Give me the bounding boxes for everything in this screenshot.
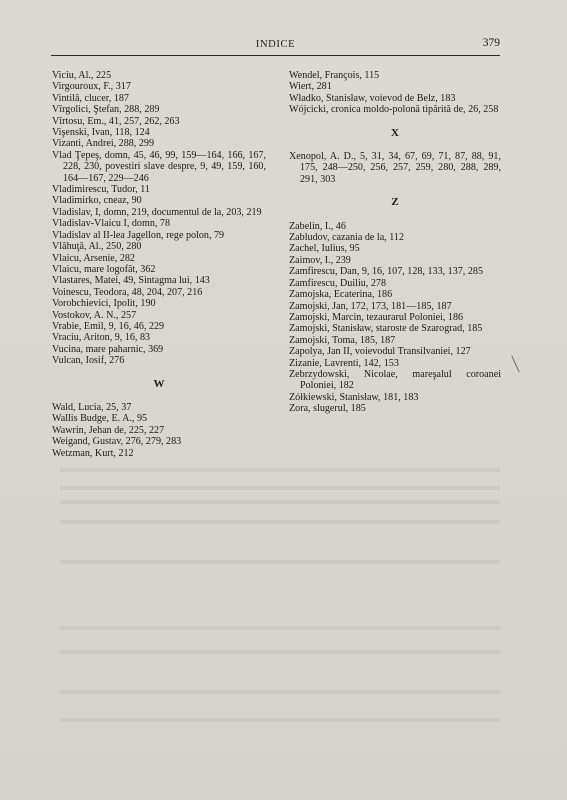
index-entry: Zizanie, Lavrenti, 142, 153 (289, 357, 399, 369)
index-entry: Wetzman, Kurt, 212 (52, 447, 134, 459)
bleed-through-line (60, 650, 500, 654)
index-column-right (289, 70, 501, 415)
index-entry: Zamojski, Toma, 185, 187 (289, 334, 396, 346)
index-entry: Zamfirescu, Dan, 9, 16, 107, 128, 133, 137, 285 (289, 266, 483, 278)
index-entry: Vostokov, A. N., 257 (52, 309, 137, 321)
index-entry: Vintilă, clucer, 187 (52, 92, 129, 104)
index-entry: Virgouroux, F., 317 (52, 81, 131, 93)
index-entry: Zamojska, Ecaterina, 186 (289, 289, 393, 301)
bleed-through-line (60, 520, 500, 524)
index-entry: Vulcan, Iosif, 276 (52, 355, 125, 367)
index-entry: Vizanti, Andrei, 288, 299 (52, 138, 154, 150)
index-entry: Wiert, 281 (289, 81, 332, 93)
index-entry: Zółkiewski, Stanisław, 181, 183 (289, 391, 419, 403)
bleed-through-line (60, 486, 500, 490)
index-entry: Vladimirescu, Tudor, 11 (52, 184, 150, 196)
index-entry: Vladimirko, cneaz, 90 (52, 195, 142, 207)
index-entry: Vişenski, Ivan, 118, 124 (52, 127, 150, 139)
entries-v (52, 70, 266, 367)
index-entry: Zabelin, I., 46 (289, 220, 346, 232)
entries-x (289, 151, 501, 185)
index-entry: Zebrzydowski, Nicolae, mareşalul coroanei Poloniei, 182 (289, 368, 501, 392)
index-entry: Zamfirescu, Duiliu, 278 (289, 277, 386, 289)
index-entry: Vlad Ţepeş, domn, 45, 46, 99, 159—164, 166, 167, 228, 230, povestiri slave despre, 9, 49, 159, 160, 164—167, 229—246 (52, 149, 266, 184)
index-entry: Zamojski, Marcin, tezaurarul Poloniei, 186 (289, 311, 464, 323)
index-entry: Vladislav-Vlaicu I, domn, 78 (52, 218, 171, 230)
index-entry: Wendel, François, 115 (289, 70, 380, 81)
index-entry: Zabludov, cazania de la, 112 (289, 232, 404, 244)
bleed-through-line (60, 718, 500, 722)
entries-z (289, 221, 501, 415)
index-entry: Vîrtosu, Em., 41, 257, 262, 263 (52, 115, 180, 127)
index-entry: Wawrin, Jehan de, 225, 227 (52, 424, 165, 436)
index-entry: Vorobchievici, Ipolit, 190 (52, 298, 156, 310)
index-entry: Weigand, Gustav, 276, 279, 283 (52, 436, 182, 448)
bleed-through-line (60, 468, 500, 472)
index-entry: Viciu, Al., 225 (52, 70, 112, 81)
index-entry: Władko, Stanisław, voievod de Belz, 183 (289, 92, 456, 104)
index-entry: Vraciu, Ariton, 9, 16, 83 (52, 332, 151, 344)
index-entry: Vladislav al II-lea Jagellon, rege polon, 79 (52, 229, 225, 241)
index-entry: Vlastares, Matei, 49, Sintagma lui, 143 (52, 275, 210, 287)
index-entry: Vîrgolici, Ştefan, 288, 289 (52, 104, 160, 116)
header-rule (51, 55, 500, 56)
index-entry: Vlăhuţă, Al., 250, 280 (52, 241, 142, 253)
index-entry: Voinescu, Teodora, 48, 204, 207, 216 (52, 286, 203, 298)
bleed-through-line (60, 690, 500, 694)
index-entry: Vlaicu, mare logofăt, 362 (52, 263, 156, 275)
section-heading-z: Z (391, 196, 399, 209)
index-entry: Zora, slugerul, 185 (289, 403, 366, 415)
index-entry: Zachel, Iulius, 95 (289, 243, 360, 255)
index-column-left (52, 70, 266, 459)
entries-w-continued (289, 70, 501, 116)
index-entry: Zamojski, Jan, 172, 173, 181—185, 187 (289, 300, 452, 312)
bleed-through-line (60, 626, 500, 630)
index-entry: Zaimov, I., 239 (289, 254, 351, 266)
index-entry: Vucina, mare paharnic, 369 (52, 343, 164, 355)
index-entry: Zamojski, Stanisław, staroste de Szarograd, 185 (289, 323, 483, 335)
page-number: 379 (482, 37, 500, 49)
index-entry: Wald, Lucia, 25, 37 (52, 401, 132, 413)
index-entry: Wallis Budge, E. A., 95 (52, 413, 148, 425)
running-title: INDICE (255, 39, 296, 50)
running-header (51, 37, 500, 53)
index-entry: Vlaicu, Arsenie, 282 (52, 252, 135, 264)
index-entry: Zapolya, Jan II, voievodul Transilvaniei, 127 (289, 346, 471, 358)
bleed-through-line (60, 560, 500, 564)
section-heading-x: X (391, 126, 399, 139)
index-entry: Xenopol, A. D., 5, 31, 34, 67, 69, 71, 87, 88, 91, 175, 248—250, 256, 257, 259, 280, 288, 289, 291, 303 (289, 151, 501, 185)
section-heading-w: W (153, 377, 165, 390)
entries-w (52, 402, 266, 459)
index-entry: Vrabie, Emil, 9, 16, 46, 229 (52, 320, 165, 332)
index-entry: Wójcicki, cronica moldo-polonă tipărită de, 26, 258 (289, 104, 499, 116)
bleed-through-line (60, 500, 500, 504)
margin-pencil-mark (511, 356, 520, 373)
index-entry: Vladislav, I, domn, 219, documentul de la, 203, 219 (52, 206, 262, 218)
